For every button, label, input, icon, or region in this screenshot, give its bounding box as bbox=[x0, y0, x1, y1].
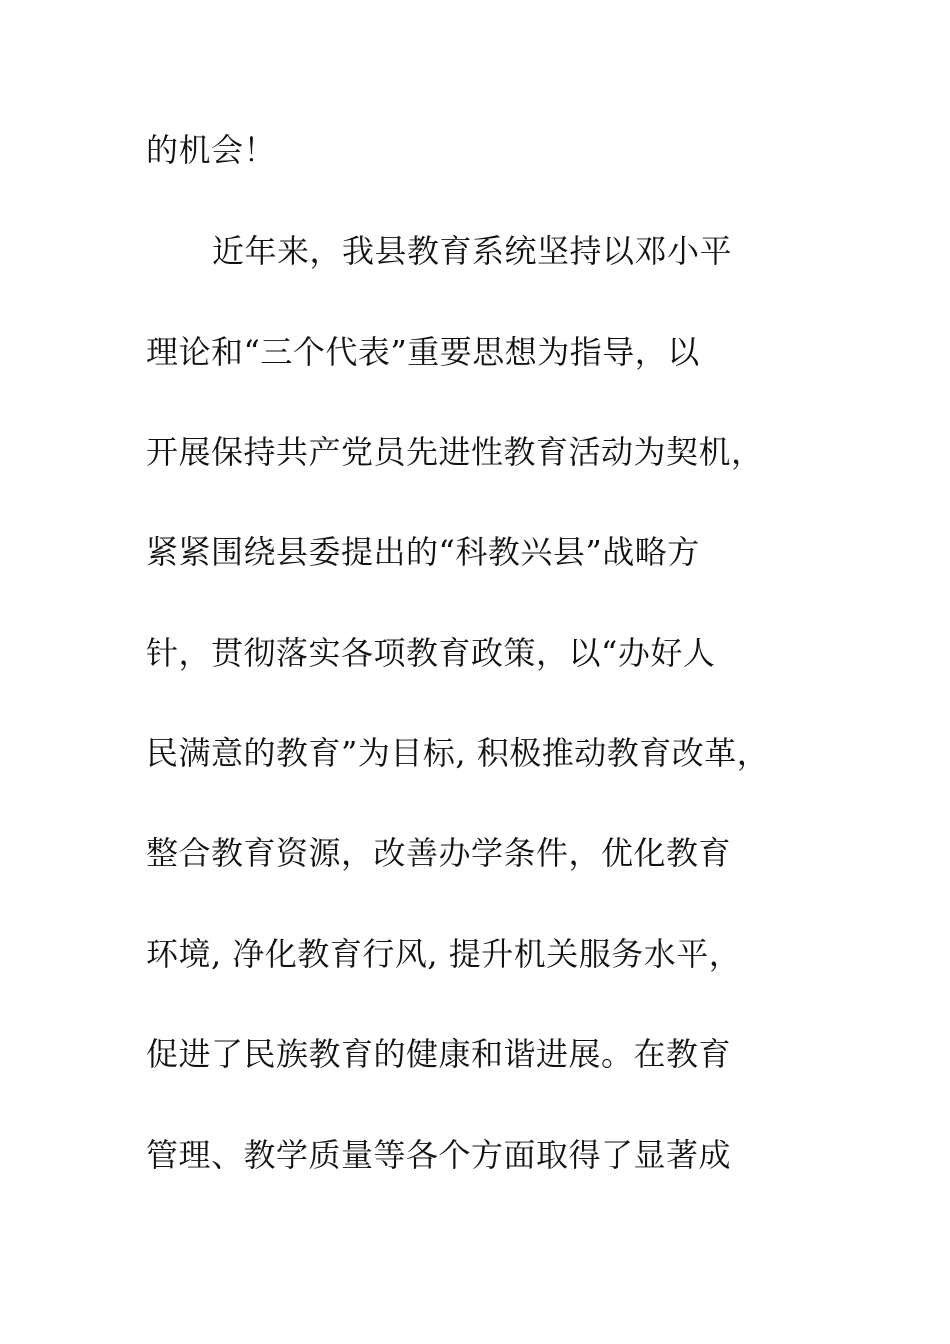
text-line: 开展保持共产党员先进性教育活动为契机， bbox=[146, 433, 764, 471]
text-line: 促进了民族教育的健康和谐进展。在教育 bbox=[146, 1035, 732, 1073]
paragraph-first-line: 近年来，我县教育系统坚持以邓小平 bbox=[212, 232, 733, 270]
text-line: 整合教育资源，改善办学条件，优化教育 bbox=[146, 834, 732, 872]
text-line: 的机会！ bbox=[146, 131, 277, 169]
text-line: 针，贯彻落实各项教育政策，以“办好人 bbox=[146, 634, 716, 672]
text-line: 民满意的教育”为目标, 积极推动教育改革， bbox=[146, 734, 770, 772]
text-line: 理论和“三个代表”重要思想为指导，以 bbox=[146, 333, 700, 371]
text-line: 紧紧围绕县委提出的“科教兴县”战略方 bbox=[146, 533, 700, 571]
text-line: 管理、教学质量等各个方面取得了显著成 bbox=[146, 1136, 732, 1174]
text-line: 环境, 净化教育行风, 提升机关服务水平， bbox=[146, 935, 742, 973]
